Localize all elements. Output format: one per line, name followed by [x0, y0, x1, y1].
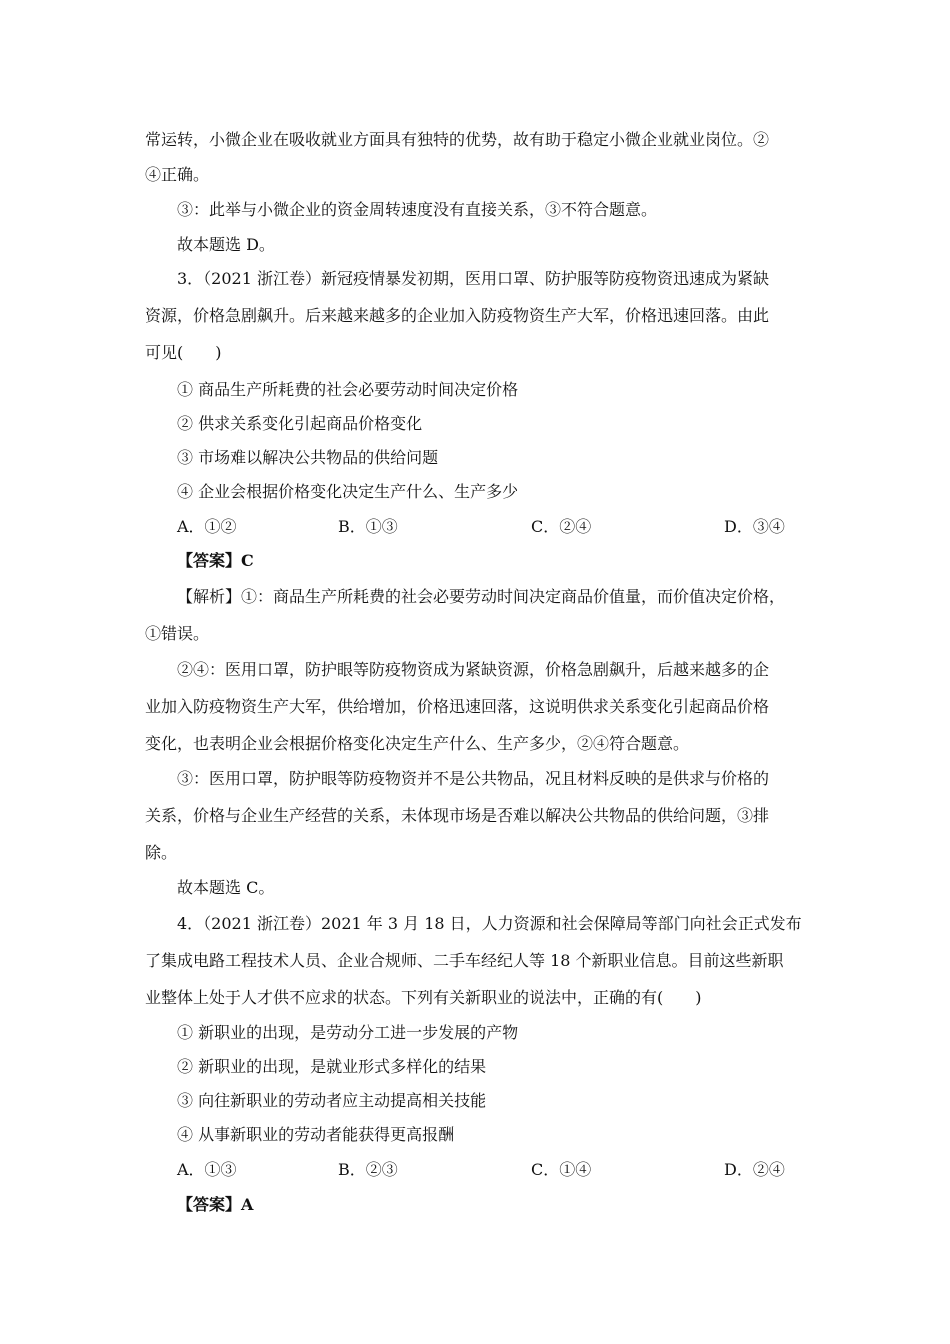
- question-4-answer: 【答案】A: [177, 1195, 254, 1214]
- question-4-statement: ③ 向往新职业的劳动者应主动提高相关技能: [177, 1091, 487, 1110]
- question-3-statement: ④ 企业会根据价格变化决定生产什么、生产多少: [177, 482, 519, 501]
- question-3-explanation: 业加入防疫物资生产大军，供给增加，价格迅速回落，这说明供求关系变化引起商品价格: [145, 697, 770, 716]
- question-4-statement: ④ 从事新职业的劳动者能获得更高报酬: [177, 1125, 455, 1144]
- question-3-option-b: B．①③: [338, 517, 398, 536]
- question-4-option-c: C．①④: [531, 1160, 592, 1179]
- question-3-option-a: A．①②: [177, 517, 237, 536]
- question-3-stem: 资源，价格急剧飙升。后来越来越多的企业加入防疫物资生产大军，价格迅速回落。由此: [145, 306, 770, 325]
- question-4-statement: ② 新职业的出现，是就业形式多样化的结果: [177, 1057, 487, 1076]
- question-4-stem: 业整体上处于人才供不应求的状态。下列有关新职业的说法中，正确的有( ): [145, 988, 702, 1007]
- question-3-statement: ③ 市场难以解决公共物品的供给问题: [177, 448, 439, 467]
- text-line: 常运转，小微企业在吸收就业方面具有独特的优势，故有助于稳定小微企业就业岗位。②: [145, 130, 770, 149]
- question-3-explanation: 变化，也表明企业会根据价格变化决定生产什么、生产多少，②④符合题意。: [145, 734, 690, 753]
- question-3-stem: 可见( ): [145, 343, 222, 362]
- question-4-option-d: D．②④: [724, 1160, 785, 1179]
- question-3-explanation: ③：医用口罩，防护眼等防疫物资并不是公共物品，况且材料反映的是供求与价格的: [177, 769, 770, 788]
- question-3-explanation: 【解析】①：商品生产所耗费的社会必要劳动时间决定商品价值量，而价值决定价格，: [177, 587, 786, 606]
- question-4-stem: 了集成电路工程技术人员、企业合规师、二手车经纪人等 18 个新职业信息。目前这些新职: [145, 951, 784, 970]
- text-line: 故本题选 D。: [177, 235, 275, 254]
- question-3-explanation: ②④：医用口罩，防护眼等防疫物资成为紧缺资源，价格急剧飙升，后越来越多的企: [177, 660, 770, 679]
- question-3-explanation: 关系，价格与企业生产经营的关系，未体现市场是否难以解决公共物品的供给问题，③排: [145, 806, 770, 825]
- question-4-stem: 4．（2021 浙江卷）2021 年 3 月 18 日，人力资源和社会保障局等部门向社会正式发布: [177, 914, 802, 933]
- text-line: ③：此举与小微企业的资金周转速度没有直接关系，③不符合题意。: [177, 200, 658, 219]
- question-4-option-b: B．②③: [338, 1160, 398, 1179]
- question-3-conclusion: 故本题选 C。: [177, 878, 275, 897]
- question-4-statement: ① 新职业的出现，是劳动分工进一步发展的产物: [177, 1023, 519, 1042]
- question-3-answer: 【答案】C: [177, 551, 254, 570]
- question-3-option-d: D．③④: [724, 517, 785, 536]
- text-line: ④正确。: [145, 165, 210, 184]
- question-3-option-c: C．②④: [531, 517, 592, 536]
- question-3-explanation: ①错误。: [145, 624, 210, 643]
- question-3-explanation: 除。: [145, 843, 178, 862]
- question-4-option-a: A．①③: [177, 1160, 237, 1179]
- question-3-statement: ② 供求关系变化引起商品价格变化: [177, 414, 423, 433]
- question-3-stem: 3．（2021 浙江卷）新冠疫情暴发初期，医用口罩、防护服等防疫物资迅速成为紧缺: [177, 269, 769, 288]
- question-3-statement: ① 商品生产所耗费的社会必要劳动时间决定价格: [177, 380, 519, 399]
